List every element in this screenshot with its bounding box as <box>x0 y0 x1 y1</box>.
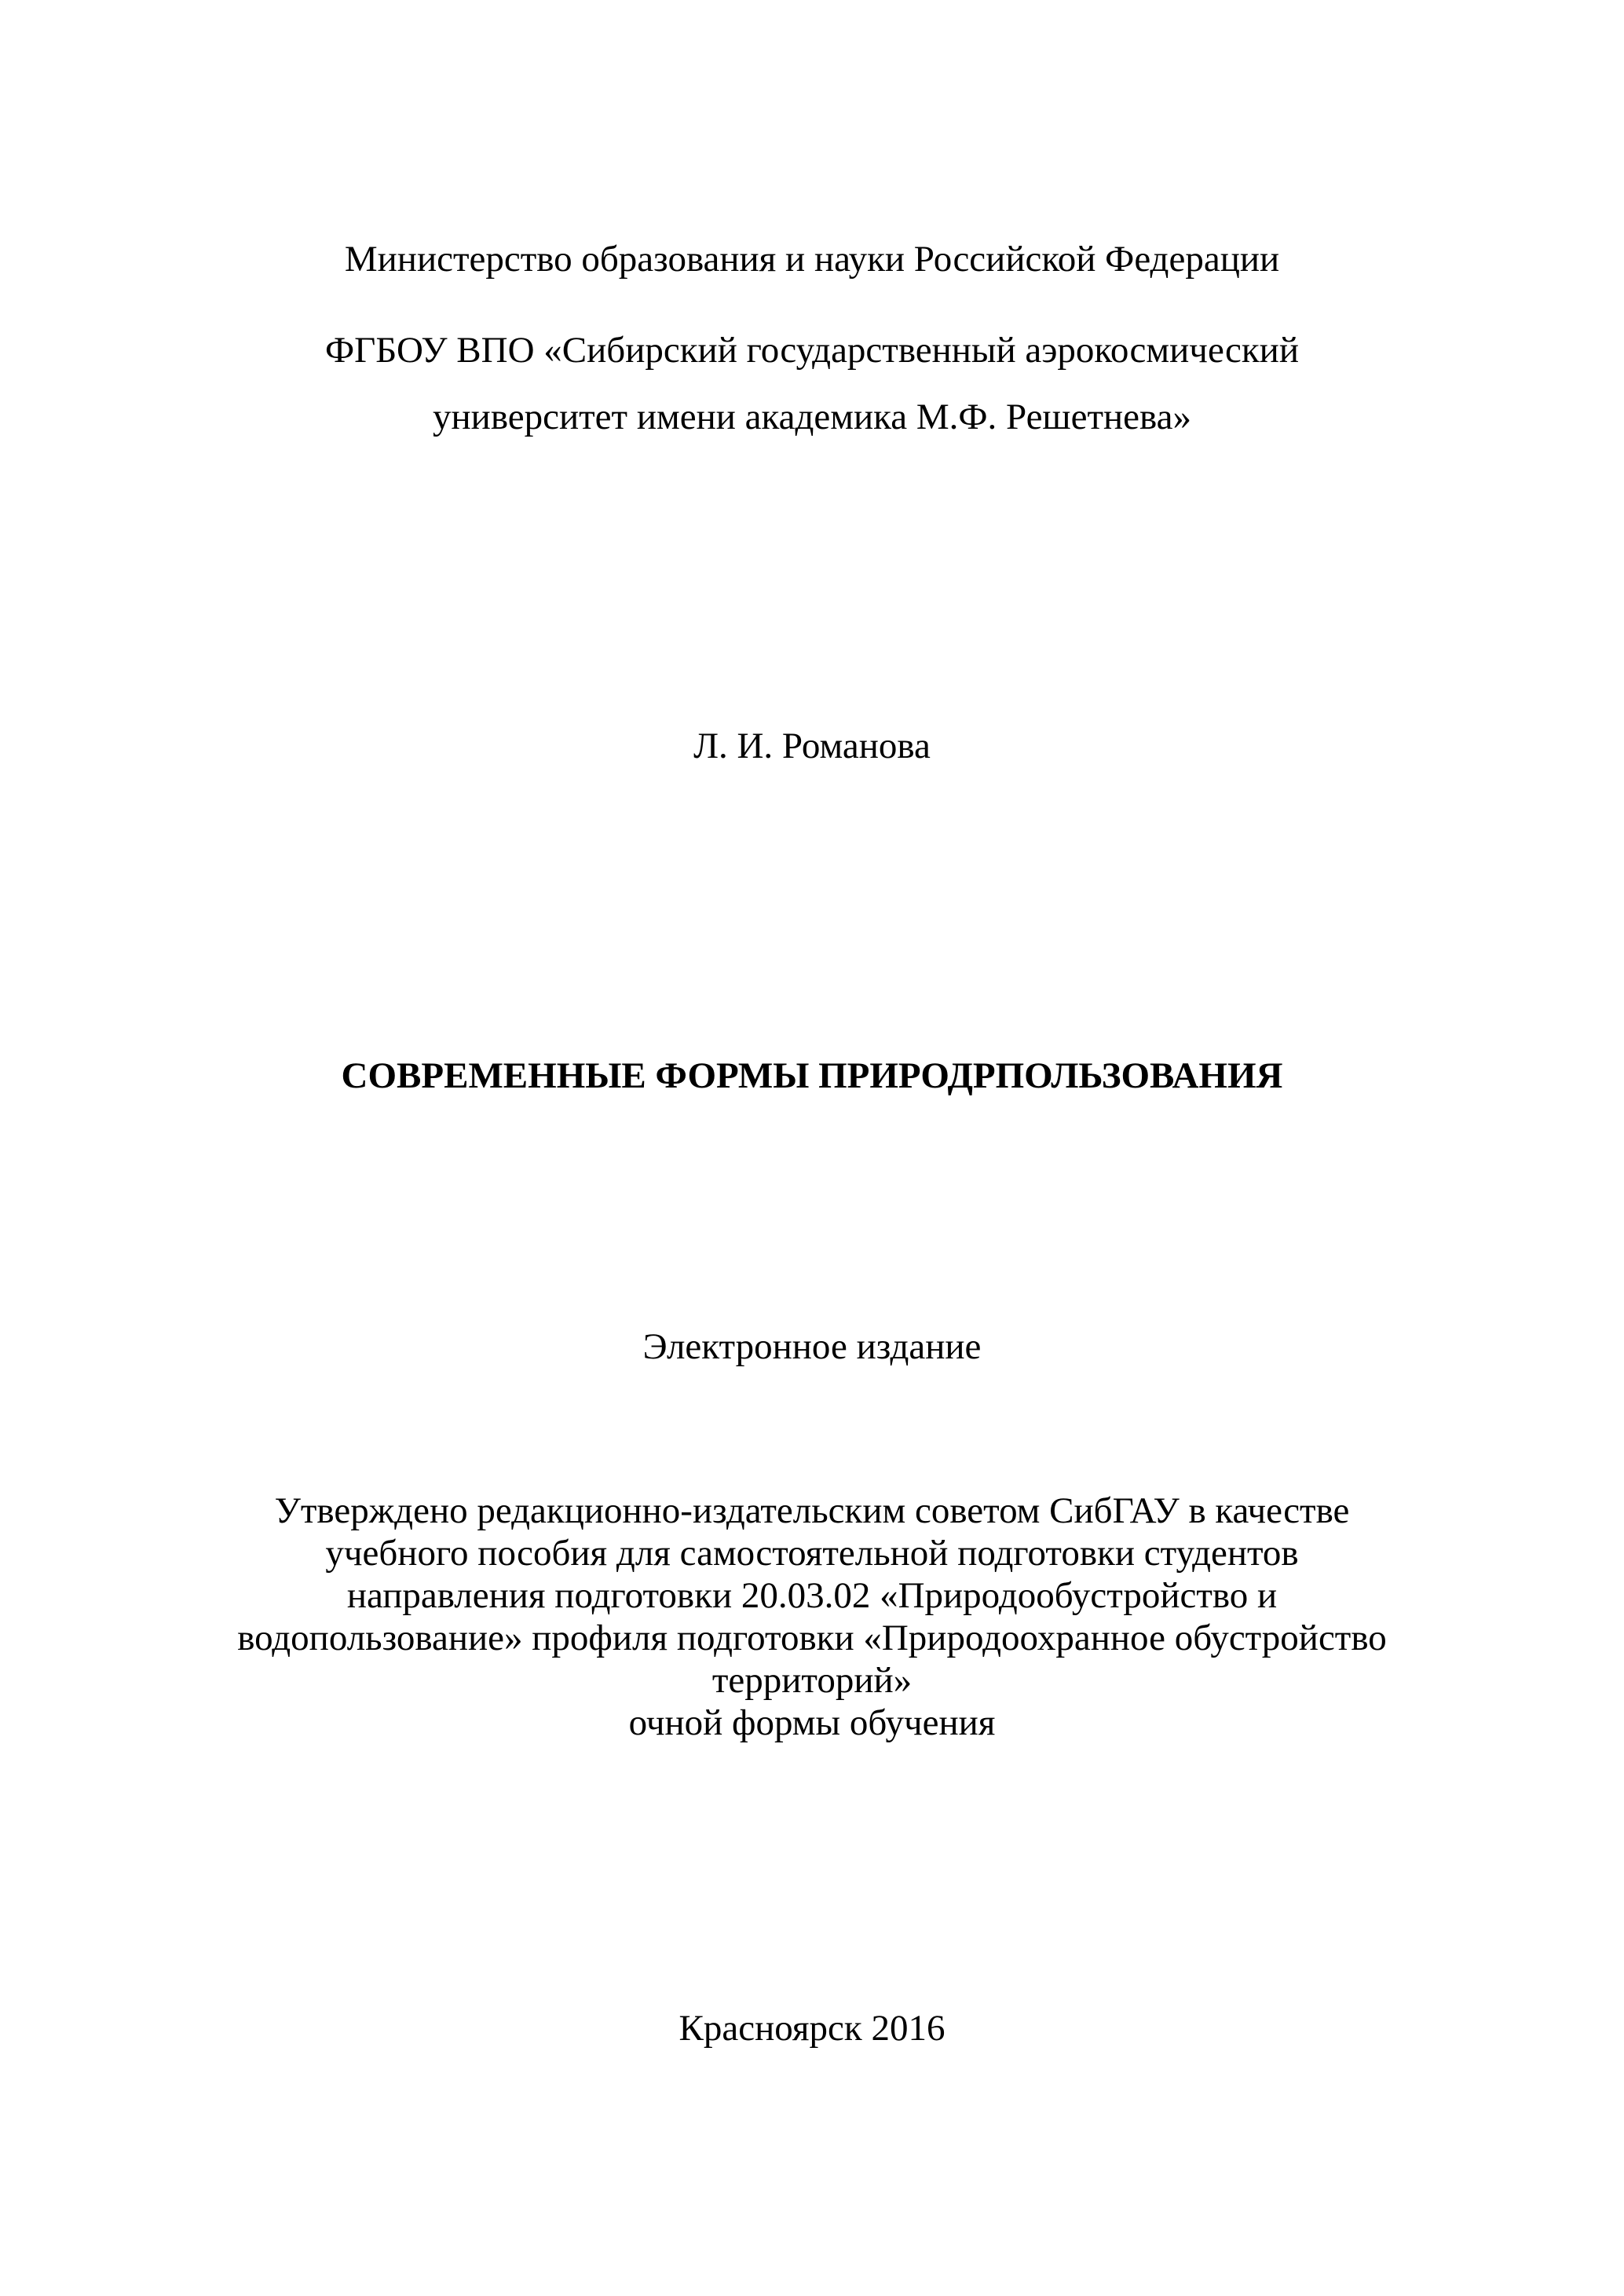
approval-line: учебного пособия для самостоятельной подготовки студентов <box>325 1533 1299 1574</box>
approval-statement <box>0 1490 1624 1744</box>
approval-line: территорий» <box>711 1660 913 1701</box>
edition-type: Электронное издание <box>642 1326 982 1367</box>
university-line-1: ФГБОУ ВПО «Сибирский государственный аэрокосмический <box>325 330 1299 371</box>
ministry-line: Министерство образования и науки Российской Федерации <box>344 239 1280 280</box>
document-title: СОВРЕМЕННЫЕ ФОРМЫ ПРИРОДРПОЛЬЗОВАНИЯ <box>341 1055 1283 1096</box>
city-year: Красноярск 2016 <box>678 2008 946 2049</box>
approval-line: Утверждено редакционно-издательским советом СибГАУ в качестве <box>274 1490 1350 1531</box>
approval-line: водопользование» профиля подготовки «Природоохранное обустройство <box>237 1618 1387 1658</box>
approval-line: очной формы обучения <box>628 1702 996 1743</box>
author-name: Л. И. Романова <box>693 726 931 766</box>
university-line-2: университет имени академика М.Ф. Решетнева» <box>433 397 1191 437</box>
approval-line: направления подготовки 20.03.02 «Природообустройство и <box>346 1575 1278 1616</box>
